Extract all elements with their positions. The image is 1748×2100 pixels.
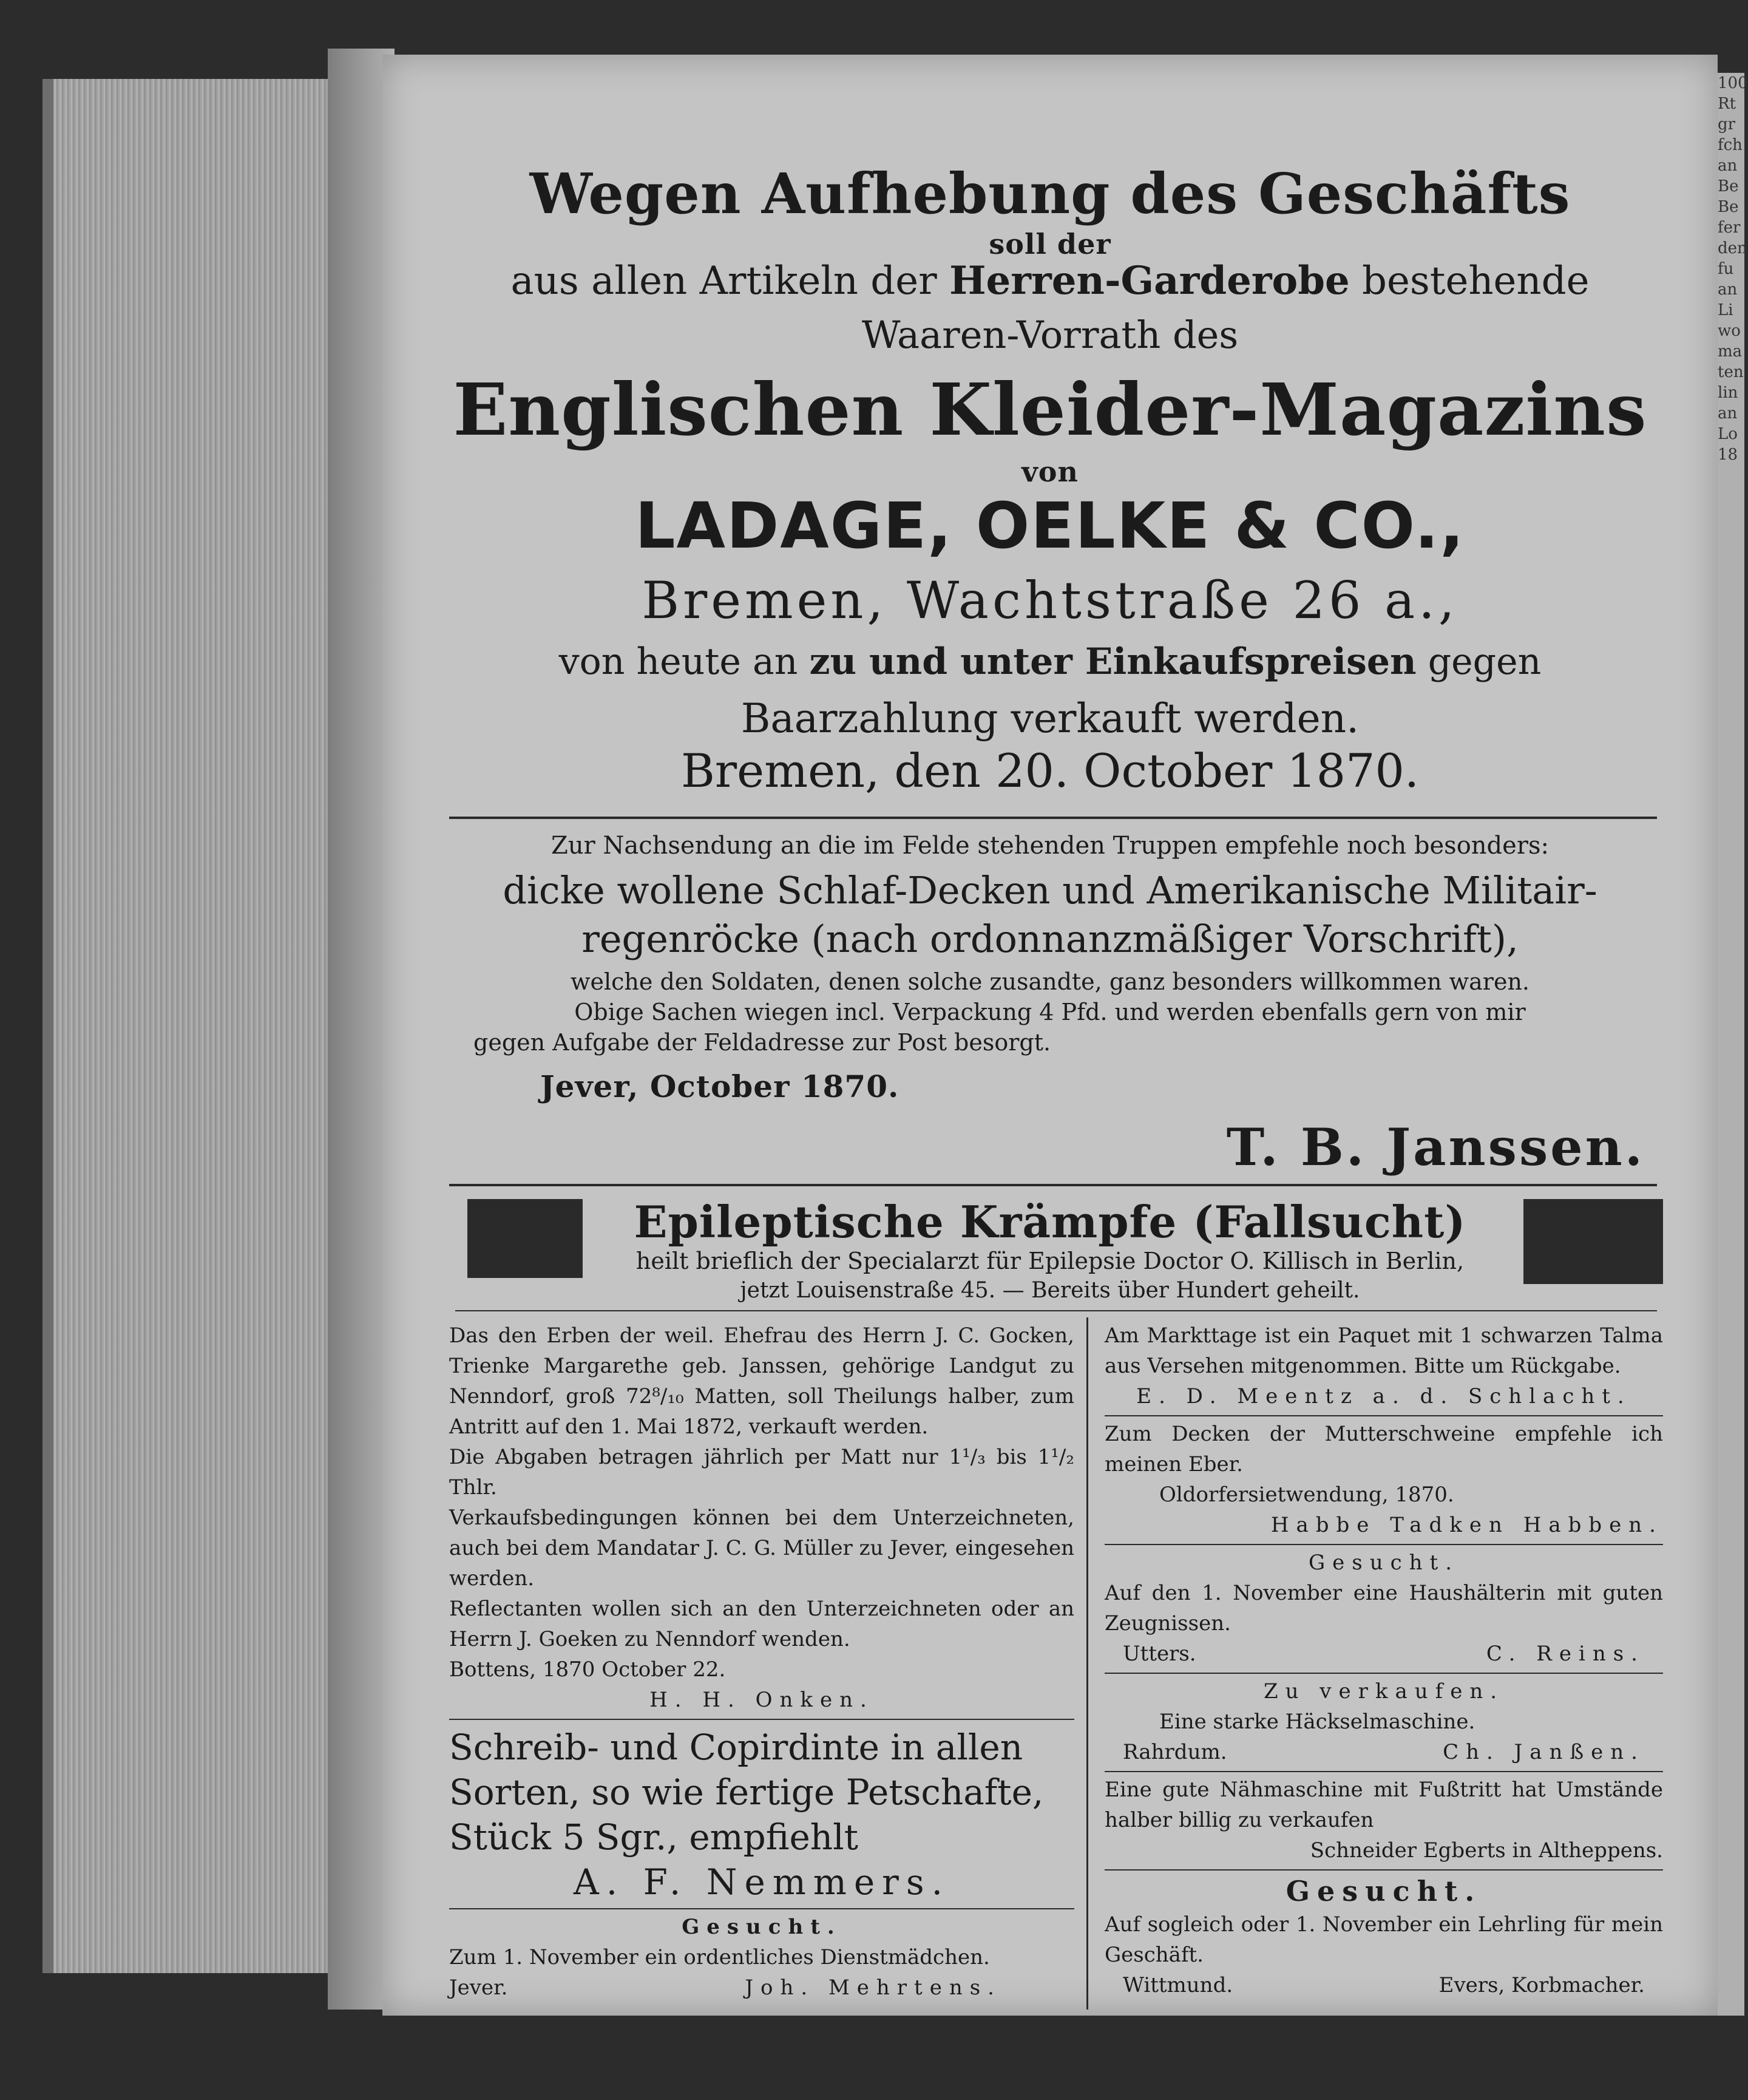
ad-line-prices-c: gegen — [1428, 641, 1542, 683]
margin-fragment: lin — [1718, 384, 1738, 402]
divider-left-1 — [449, 1719, 1074, 1720]
janssen-text-1: welche den Soldaten, denen solche zusandte, ganz besonders willkommen waren. — [570, 968, 1529, 995]
bedingungen-paragraph: Verkaufsbedingungen können bei dem Unterzeichneten, auch bei dem Mandatar J. C. G. Müller zu Jever, eingesehen werden. — [449, 1506, 1074, 1591]
ad-line-artikeln-b: Herren-Garderobe — [949, 258, 1350, 304]
margin-fragment: Lo — [1718, 425, 1738, 443]
janssen-big-line-1: dicke wollene Schlaf-Decken und Amerikanische Militair- — [503, 868, 1597, 912]
divider-right-4 — [1105, 1771, 1663, 1772]
ad-line-soll-der: soll der — [989, 228, 1111, 260]
epilepsy-line-1: heilt brieflich der Specialarzt für Epilepsie Doctor O. Killisch in Berlin, — [635, 1248, 1465, 1274]
dienstmaedchen-paragraph: Zum 1. November ein ordentliches Dienstmädchen. — [449, 1945, 990, 1969]
ad-company-name: LADAGE, OELKE & CO., — [635, 489, 1465, 563]
margin-fragment: fu — [1718, 260, 1734, 278]
landgut-paragraph: Das den Erben der weil. Ehefrau des Herrn J. C. Gocken, Trienke Margarethe geb. Janssen, gehörige Landgut zu Nenndorf, groß 72⁸/₁₀ Matten, soll Theilungs halber, zum Antritt auf den 1. Mai 1872, verkauft werden. — [449, 1324, 1074, 1439]
margin-fragment: 18 — [1718, 446, 1738, 464]
evers-row — [1105, 1970, 1663, 2000]
janssen-signature: T. B. Janssen. — [1226, 1117, 1645, 1177]
janssen-big-line-2: regenröcke (nach ordonnanzmäßiger Vorschrift), — [581, 917, 1519, 961]
newspaper-page — [382, 55, 1718, 2016]
eber-paragraph: Zum Decken der Mutterschweine empfehle ich meinen Eber. — [1105, 1422, 1663, 1476]
margin-fragment: wo — [1718, 322, 1741, 340]
book-page-edges — [42, 79, 345, 1973]
jever-place: Jever. — [449, 1976, 508, 2000]
gesucht-heading-right-1: Gesucht. — [1308, 1551, 1460, 1575]
reflectanten-paragraph: Reflectanten wollen sich an den Unterzeichneten oder an Herrn J. Goeken zu Nenndorf wenden. — [449, 1597, 1074, 1651]
margin-fragment: Rt — [1718, 95, 1736, 113]
nemmers-signature: A. F. Nemmers. — [573, 1861, 950, 1903]
evers-signature: Evers, Korbmacher. — [1438, 1973, 1645, 1997]
utters-place: Utters. — [1123, 1642, 1196, 1666]
janssen-row — [1105, 1737, 1663, 1767]
haushaelterin-paragraph: Auf den 1. November eine Haushälterin mit guten Zeugnissen. — [1105, 1581, 1663, 1636]
divider-right-3 — [1105, 1673, 1663, 1674]
margin-fragment: ten — [1718, 363, 1744, 381]
meentz-signature: E. D. Meentz a. d. Schlacht. — [1136, 1384, 1631, 1408]
ad-line-artikeln-a: aus allen Artikeln der — [510, 259, 937, 304]
column-separator — [1086, 1317, 1088, 2010]
ad-line-prices-a: von heute an — [558, 641, 798, 683]
zu-verkaufen-heading: Zu verkaufen. — [1263, 1679, 1505, 1704]
margin-fragment: fch — [1718, 136, 1743, 154]
oldorfer-place: Oldorfersietwendung, 1870. — [1159, 1483, 1454, 1507]
margin-fragment: den — [1718, 239, 1747, 257]
margin-fragment: Li — [1718, 301, 1733, 319]
egberts-signature: Schneider Egberts in Altheppens. — [1310, 1838, 1663, 1863]
adjacent-page-margin — [1718, 73, 1748, 2016]
abgaben-paragraph: Die Abgaben betragen jährlich per Matt nur 1¹/₃ bis 1¹/₂ Thlr. — [449, 1445, 1074, 1500]
ad-address: Bremen, Wachtstraße 26 a., — [642, 571, 1458, 630]
divider-right-1 — [1105, 1415, 1663, 1416]
margin-fragment: an — [1718, 404, 1738, 423]
margin-fragment: an — [1718, 280, 1738, 299]
margin-fragment: 100 — [1718, 74, 1748, 92]
janssen-text-3: gegen Aufgabe der Feldadresse zur Post besorgt. — [473, 1029, 1051, 1056]
janssen-text-2: Obige Sachen wiegen incl. Verpackung 4 Pfd. und werden ebenfalls gern von mir — [574, 999, 1526, 1025]
naehmaschine-paragraph: Eine gute Nähmaschine mit Fußtritt hat Umstände halber billig zu verkaufen — [1105, 1778, 1663, 1832]
margin-fragment: ma — [1718, 342, 1743, 361]
epilepsy-line-2: jetzt Louisenstraße 45. — Bereits über Hundert geheilt. — [740, 1278, 1360, 1303]
gesucht-heading-left: Gesucht. — [682, 1915, 842, 1939]
haeckselmaschine-paragraph: Eine starke Häckselmaschine. — [1159, 1710, 1475, 1734]
ad-line-prices — [382, 641, 1718, 683]
ad-magazine-name: Englischen Kleider-Magazins — [453, 367, 1647, 452]
janssen-place-date: Jever, October 1870. — [540, 1069, 899, 1104]
ad-line-artikeln — [382, 258, 1718, 304]
ad-date: Bremen, den 20. October 1870. — [680, 744, 1420, 798]
right-column — [1105, 1320, 1663, 2000]
ad-line-waaren: Waaren-Vorrath des — [861, 313, 1239, 357]
janssen-intro: Zur Nachsendung an die im Felde stehenden Truppen empfehle noch besonders: — [551, 832, 1549, 860]
reins-row — [1105, 1639, 1663, 1669]
wittmund-place: Wittmund. — [1123, 1973, 1233, 1997]
margin-fragment: an — [1718, 157, 1738, 175]
mehrtens-row — [449, 1973, 1074, 2003]
lehrling-paragraph: Auf sogleich oder 1. November ein Lehrling für mein Geschäft. — [1105, 1912, 1663, 1967]
onken-signature: H. H. Onken. — [649, 1688, 874, 1712]
habben-signature: Habbe Tadken Habben. — [1270, 1513, 1663, 1537]
divider-3 — [455, 1310, 1657, 1311]
ad-line-von: von — [1021, 455, 1079, 488]
margin-fragment: Be — [1718, 198, 1739, 216]
ad-line-artikeln-c: bestehende — [1362, 259, 1590, 304]
margin-fragment: Be — [1718, 177, 1739, 195]
divider-2 — [449, 1184, 1657, 1186]
divider-1 — [449, 817, 1657, 819]
ad-line-prices-b: zu und unter Einkaufspreisen — [809, 641, 1417, 683]
reins-signature: C. Reins. — [1486, 1642, 1645, 1666]
epilepsy-title: Epileptische Krämpfe (Fallsucht) — [634, 1196, 1466, 1248]
rahrdum-place: Rahrdum. — [1123, 1740, 1227, 1764]
divider-left-2 — [449, 1908, 1074, 1909]
gesucht-heading-right-2: Gesucht. — [1286, 1875, 1482, 1908]
left-column — [449, 1320, 1074, 2003]
margin-fragment: gr — [1718, 115, 1736, 134]
divider-right-5 — [1105, 1869, 1663, 1871]
bottens-date: Bottens, 1870 October 22. — [449, 1657, 726, 1682]
ad-headline: Wegen Aufhebung des Geschäfts — [529, 161, 1571, 226]
copirdinte-ad: Schreib- und Copirdinte in allen Sorten, so wie fertige Petschafte, Stück 5 Sgr., empfiehlt — [449, 1727, 1044, 1858]
talma-paragraph: Am Markttage ist ein Paquet mit 1 schwarzen Talma aus Versehen mitgenommen. Bitte um Rückgabe. — [1105, 1324, 1663, 1378]
divider-right-2 — [1105, 1544, 1663, 1545]
ad-line-baarzahlung: Baarzahlung verkauft werden. — [740, 695, 1360, 742]
ch-janssen-signature: Ch. Janßen. — [1443, 1740, 1645, 1764]
margin-fragment: fer — [1718, 219, 1741, 237]
mehrtens-signature: Joh. Mehrtens. — [745, 1976, 1001, 2000]
